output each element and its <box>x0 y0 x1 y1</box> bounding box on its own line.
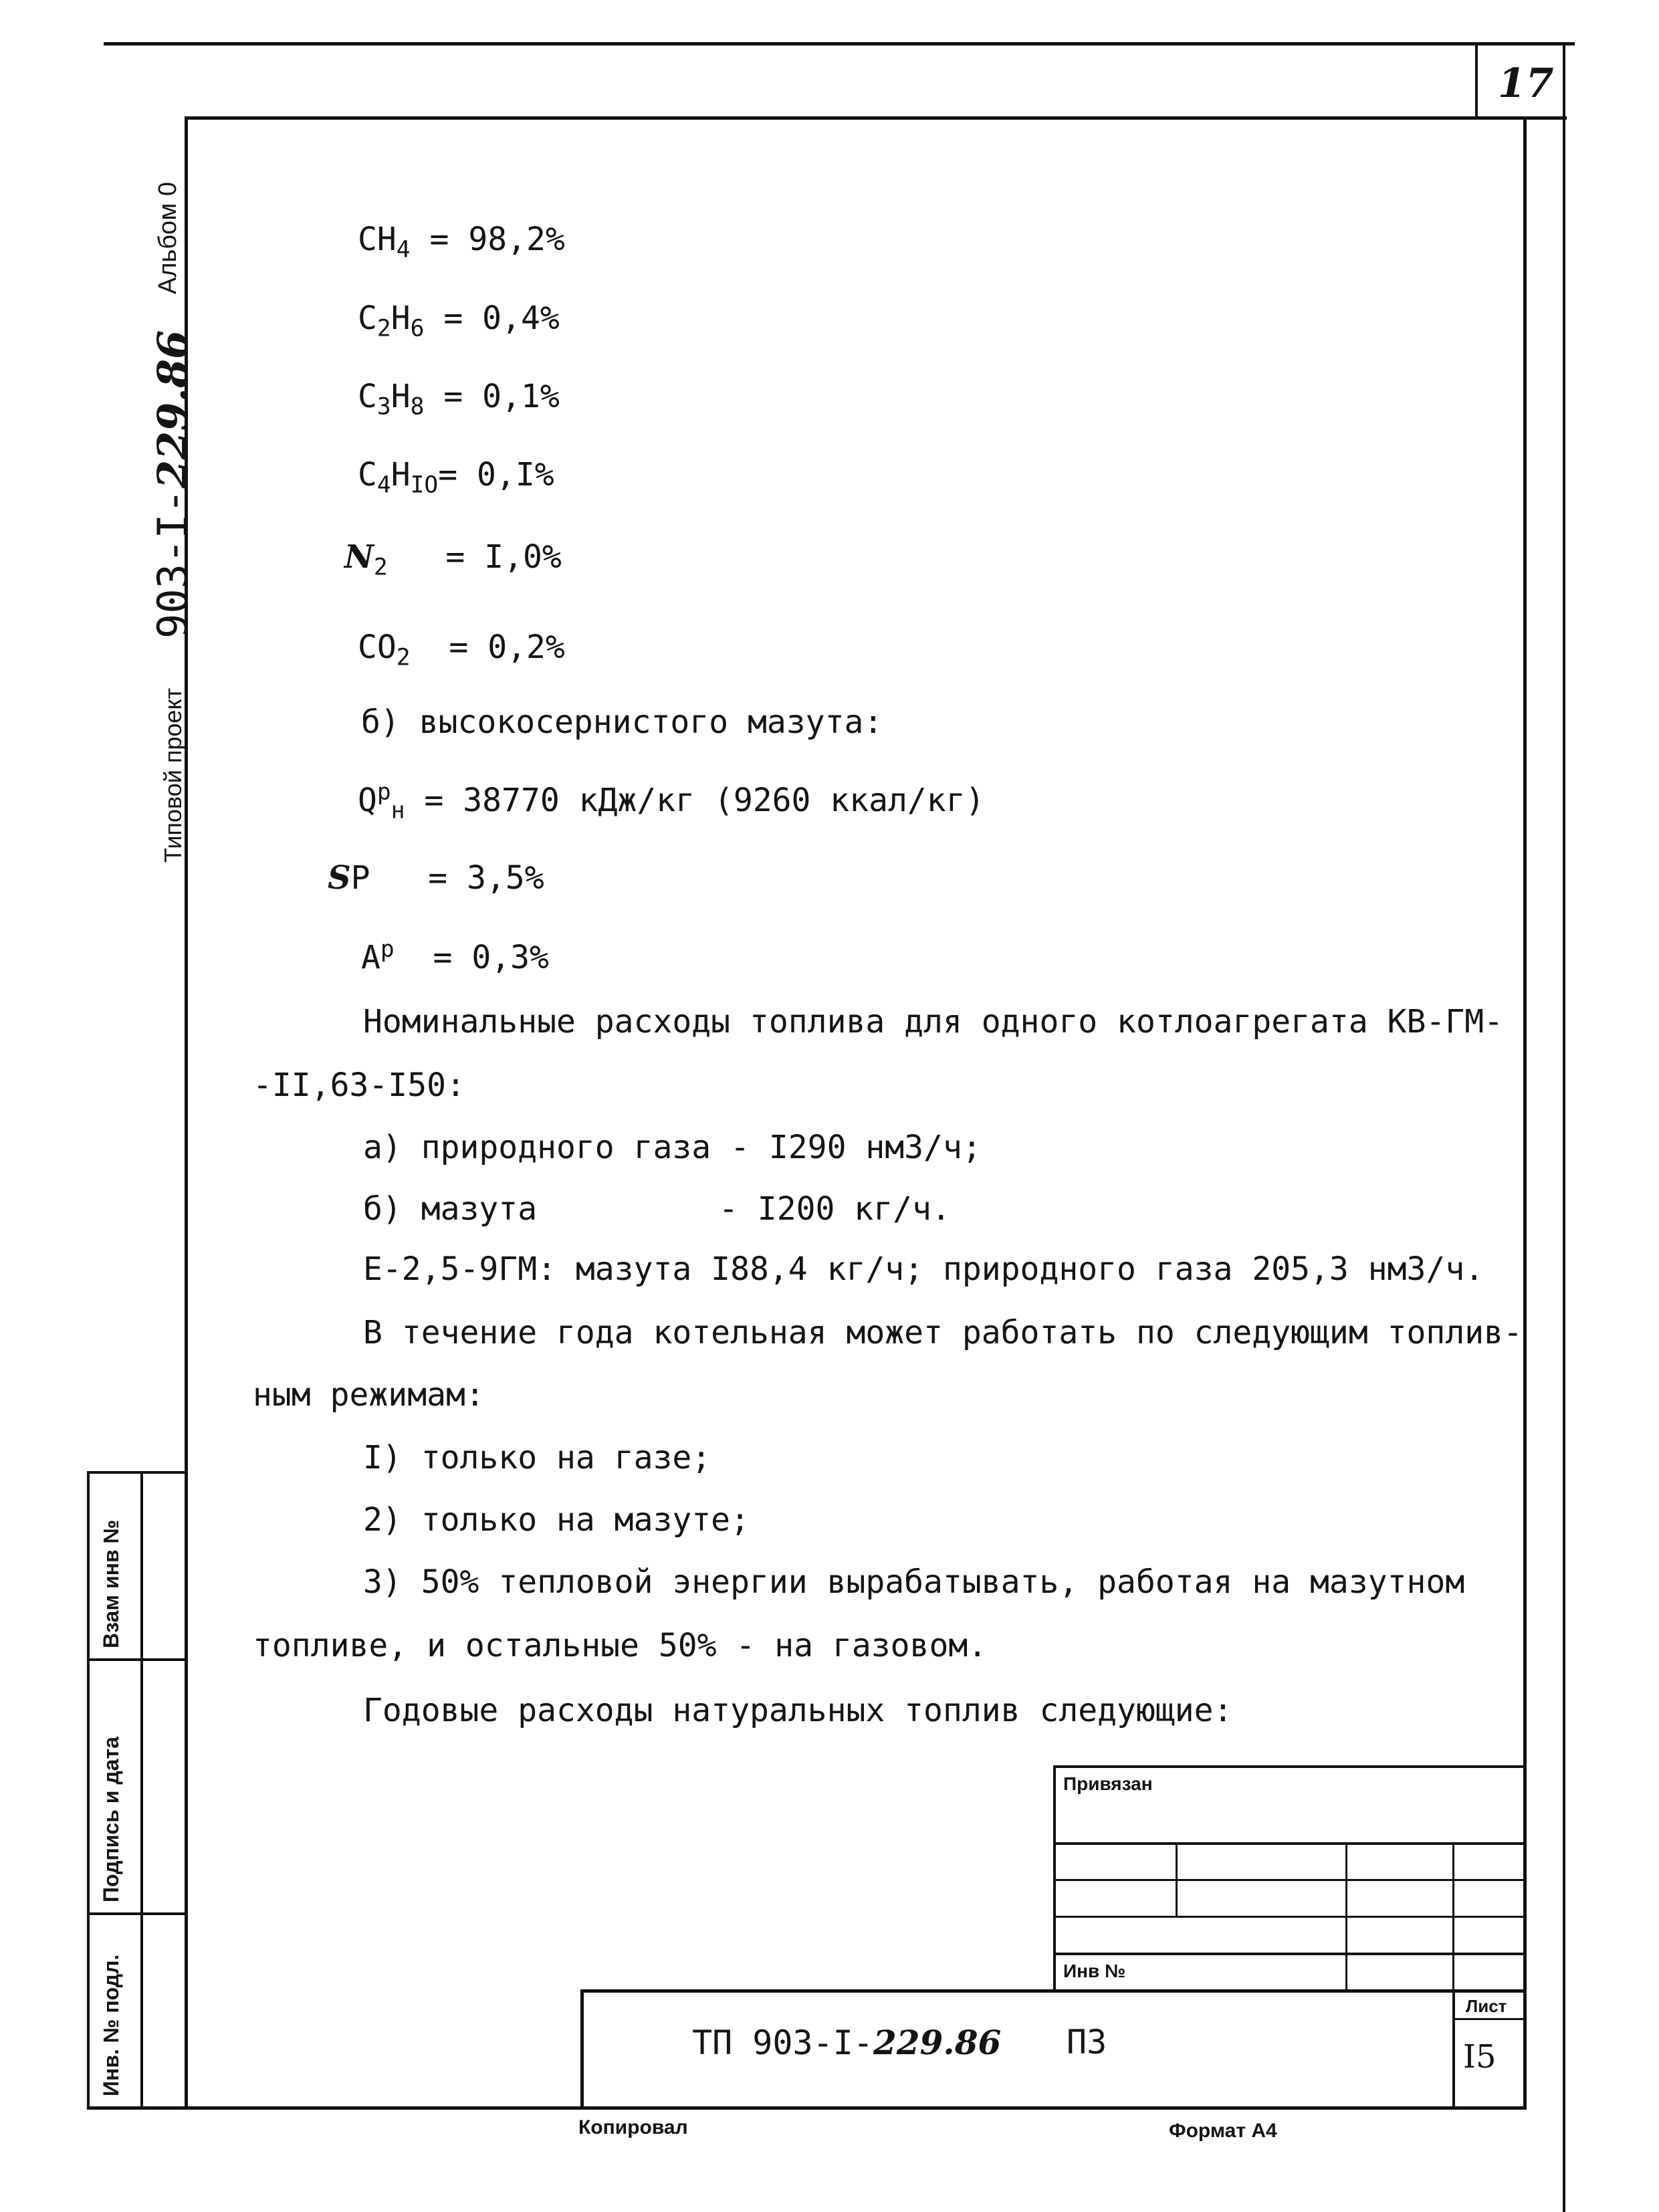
doc-type: ПЗ <box>1067 2023 1107 2062</box>
stamp-vzam: Взам инв № <box>99 1519 123 1648</box>
stamp-mid-line <box>140 1471 143 2110</box>
formula-sp: SP = 3,5% <box>328 859 544 897</box>
copied-label: Копировал <box>578 2116 688 2138</box>
stamp-div-1 <box>87 1658 187 1661</box>
stamp-div-2 <box>87 1912 187 1915</box>
nominal-line-1: Номинальные расходы топлива для одного котлоагрегата КВ-ГМ- <box>363 1003 1504 1040</box>
doc-code <box>692 2023 1001 2062</box>
sheet-col-left <box>1452 1989 1455 2110</box>
right-inner-border <box>1523 116 1527 2109</box>
mode-3-line-1: 3) 50% тепловой энергии вырабатывать, работая на мазутном <box>363 1563 1465 1601</box>
stamp-top-line <box>87 1471 187 1474</box>
tb-row-2 <box>1053 1879 1527 1881</box>
mode-1: I) только на газе; <box>363 1439 711 1476</box>
tb-top <box>1053 1765 1527 1768</box>
formula-qnp: $Q^р_н = 38770$ кДж/кг (9260 ккал/кг) <box>358 779 985 824</box>
mode-2: 2) только на мазуте; <box>363 1501 750 1539</box>
stamp-left-line <box>87 1471 90 2110</box>
formula-ch4: $CH_4 = 98,2\%$ <box>358 221 565 263</box>
stamp-inv-podl: Инв. № подл. <box>99 1954 123 2096</box>
formula-c4h10: $C_4H_{IO}= 0,I\%$ <box>358 456 554 499</box>
formula-co2: $CO_2 = 0,2\%$ <box>358 629 565 671</box>
year-modes-line-1: В течение года котельная может работать по следующим топлив- <box>363 1314 1523 1351</box>
right-outer-border <box>1563 42 1565 2212</box>
album-label: Альбом 0 <box>154 181 182 294</box>
inv-no-label: Инв № <box>1063 1961 1126 1981</box>
sheet-label: Лист <box>1466 1996 1507 2016</box>
format-label: Формат А4 <box>1169 2120 1277 2142</box>
inner-top-line <box>187 116 1567 120</box>
tb-col-2 <box>1345 1842 1347 1993</box>
project-label: Типовой проект <box>159 687 187 863</box>
stamp-main-left <box>580 1989 584 2110</box>
top-border-line <box>104 42 1575 45</box>
page-number-handwritten: 17 <box>1498 60 1554 107</box>
project-code <box>148 330 197 639</box>
e25-consumption: Е-2,5-9ГМ: мазута I88,4 кг/ч; природного газа 205,3 нм3/ч. <box>363 1250 1484 1288</box>
sheet-row <box>1452 2018 1527 2020</box>
tb-row-4 <box>1053 1953 1527 1955</box>
formula-n2: $N_2$ = I,0% <box>344 538 562 581</box>
tb-row-3 <box>1053 1916 1527 1918</box>
page-number-box-left <box>1475 42 1478 117</box>
sheet-value: I5 <box>1463 2038 1497 2076</box>
project-code-hand: 229.86 <box>148 330 197 489</box>
tb-col-3 <box>1452 1842 1454 1993</box>
nominal-line-2: -II,63-I50: <box>253 1067 465 1104</box>
privyazan-label: Привязан <box>1063 1773 1153 1794</box>
stamp-podpis: Подпись и дата <box>99 1737 123 1902</box>
doc-code-hand: 229.86 <box>873 2023 1002 2062</box>
bottom-border-line <box>87 2106 1527 2110</box>
tb-col-1 <box>1176 1842 1178 1916</box>
mazut-consumption-label: б) мазута <box>363 1190 538 1228</box>
annual-consumption: Годовые расходы натуральных топлив следующие: <box>363 1692 1233 1729</box>
project-code-text: 903-I- <box>148 489 197 639</box>
gas-consumption: а) природного газа - I290 нм3/ч; <box>363 1129 982 1166</box>
year-modes-line-2: ным режимам: <box>253 1376 485 1414</box>
tb-row-1 <box>1053 1842 1527 1845</box>
formula-ap: $A^p = 0,3\%$ <box>361 936 549 976</box>
stamp-main-top <box>582 1989 1527 1993</box>
mazut-heading: б) высокосернистого мазута: <box>361 703 883 741</box>
formula-c2h6: $C_2H_6 = 0,4\%$ <box>358 300 560 342</box>
doc-code-text: ТП 903-I- <box>692 2023 873 2062</box>
formula-c3h8: $C_3H_8 = 0,1\%$ <box>358 378 560 421</box>
mazut-consumption-value: - I200 кг/ч. <box>719 1190 951 1228</box>
mode-3-line-2: топливе, и остальные 50% - на газовом. <box>253 1627 988 1664</box>
